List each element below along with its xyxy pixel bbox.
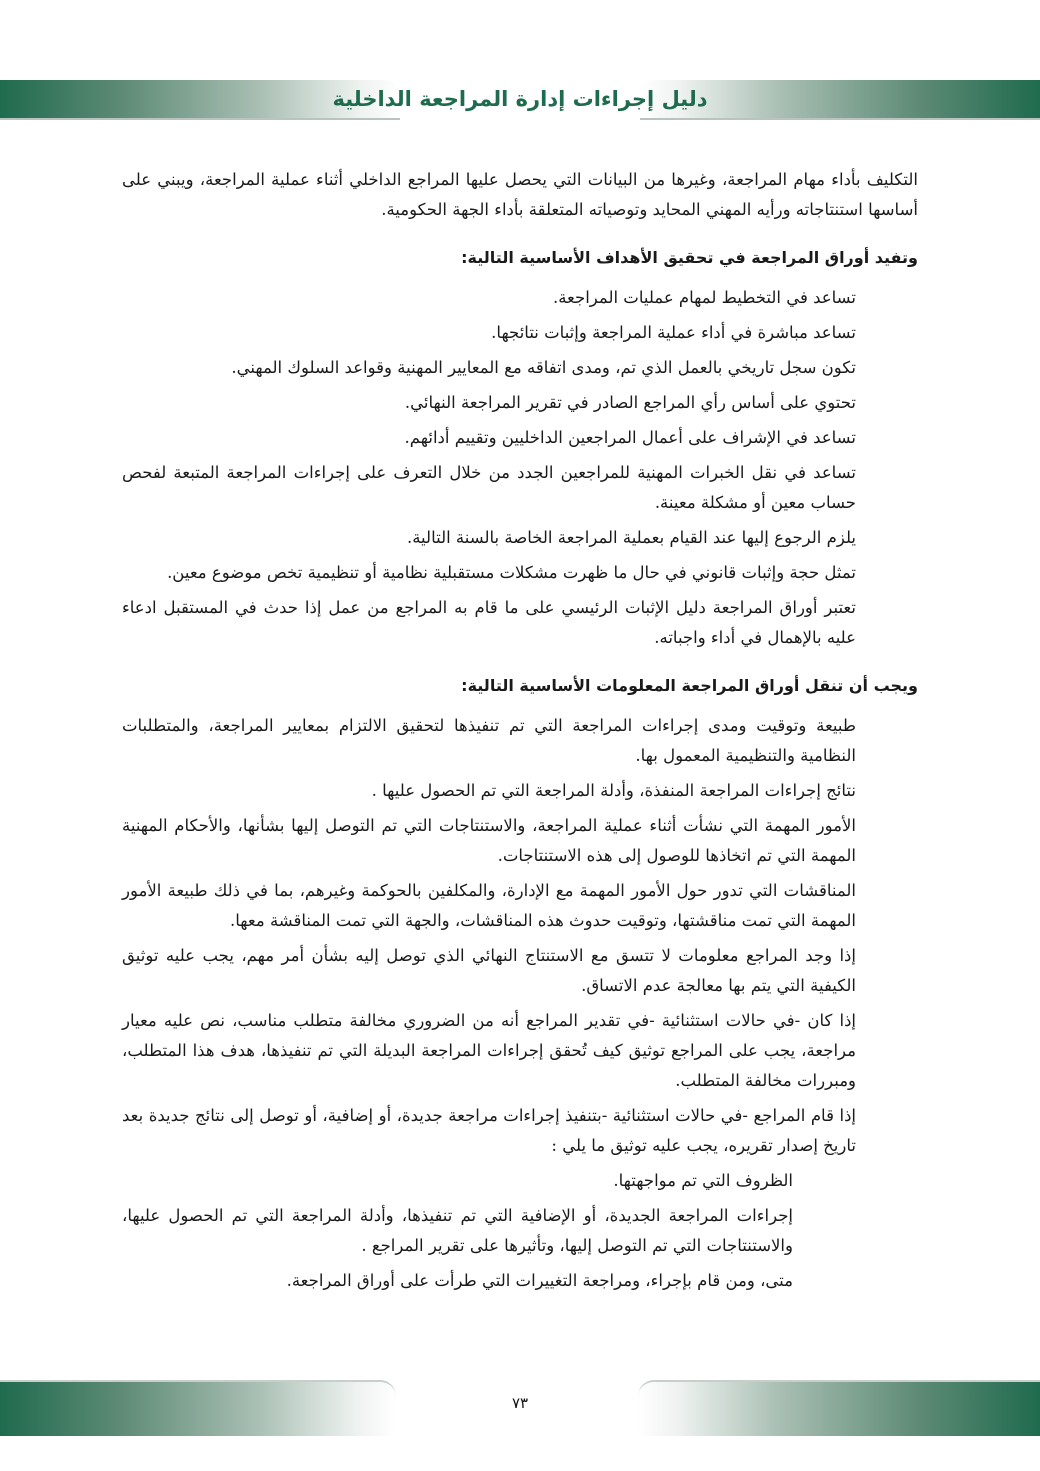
list-item: إذا قام المراجع -في حالات استثنائية -بتنفيذ إجراءات مراجعة جديدة، أو إضافية، أو توصل إلى نتائج جديدة بعد تاريخ إصدار تقريره، يجب عليه توثيق ما يلي : xyxy=(122,1106,856,1155)
page-footer-band xyxy=(0,1380,1040,1436)
section-heading-information: ويجب أن تنقل أوراق المراجعة المعلومات الأساسية التالية: xyxy=(461,676,918,695)
list-item: تحتوي على أساس رأي المراجع الصادر في تقرير المراجعة النهائي. xyxy=(404,393,856,412)
page-number: ٧٣ xyxy=(511,1394,529,1412)
list-item: إذا كان -في حالات استثنائية -في تقدير المراجع أنه من الضروري مخالفة متطلب مناسب، نص عليه معيار مراجعة، يجب على المراجع توثيق كيف تُحقق إجراءات المراجعة البديلة التي تم تنفيذها، هدف هذا المتطلب، ومبررات مخالفة المتطلب. xyxy=(122,1011,856,1090)
sub-list-item: متى، ومن قام بإجراء، ومراجعة التغييرات التي طرأت على أوراق المراجعة. xyxy=(286,1271,793,1290)
list-item: تعتبر أوراق المراجعة دليل الإثبات الرئيسي على ما قام به المراجع من عمل إذا حدث في المستقبل ادعاء عليه بالإهمال في أداء واجباته. xyxy=(122,598,856,647)
list-item: تساعد في التخطيط لمهام عمليات المراجعة. xyxy=(552,288,856,307)
section-heading-objectives: وتفيد أوراق المراجعة في تحقيق الأهداف الأساسية التالية: xyxy=(461,248,918,267)
list-item: تساعد في الإشراف على أعمال المراجعين الداخليين وتقييم أدائهم. xyxy=(404,428,856,447)
page-content xyxy=(122,165,918,1301)
list-item: نتائج إجراءات المراجعة المنفذة، وأدلة المراجعة التي تم الحصول عليها . xyxy=(371,781,856,800)
sub-list-item: إجراءات المراجعة الجديدة، أو الإضافية التي تم تنفيذها، وأدلة المراجعة التي تم الحصول عليها، والاستنتاجات التي تم التوصل إليها، وتأثيرها على تقرير المراجع . xyxy=(122,1206,793,1255)
list-item: المناقشات التي تدور حول الأمور المهمة مع الإدارة، والمكلفين بالحوكمة وغيرهم، بما في ذلك طبيعة الأمور المهمة التي تمت مناقشتها، وتوقيت حدوث هذه المناقشات، والجهة التي تمت المناقشة معها. xyxy=(122,881,856,930)
list-item: يلزم الرجوع إليها عند القيام بعملية المراجعة الخاصة بالسنة التالية. xyxy=(406,528,856,547)
list-item: تساعد في نقل الخبرات المهنية للمراجعين الجدد من خلال التعرف على إجراءات المراجعة المتبعة لفحص حساب معين أو مشكلة معينة. xyxy=(122,463,856,512)
page-header-band xyxy=(0,80,1040,118)
list-item: طبيعة وتوقيت ومدى إجراءات المراجعة التي تم تنفيذها لتحقيق الالتزام بمعايير المراجعة، والمتطلبات النظامية والتنظيمية المعمول بها. xyxy=(122,716,856,765)
list-item: إذا وجد المراجع معلومات لا تتسق مع الاستنتاج النهائي الذي توصل إليه بشأن أمر مهم، يجب عليه توثيق الكيفية التي يتم بها معالجة عدم الاتساق. xyxy=(122,946,856,995)
document-title: دليل إجراءات إدارة المراجعة الداخلية xyxy=(332,87,708,111)
intro-paragraph: التكليف بأداء مهام المراجعة، وغيرها من البيانات التي يحصل عليها المراجع الداخلي أثناء عملية المراجعة، ويبني على أساسها استنتاجاته ورأيه المهني المحايد وتوصياته المتعلقة بأداء الجهة الحكومية. xyxy=(122,170,918,219)
sub-list-item: الظروف التي تم مواجهتها. xyxy=(613,1171,793,1190)
list-item: الأمور المهمة التي نشأت أثناء عملية المراجعة، والاستنتاجات التي تم التوصل إليها بشأنها، والأحكام المهنية المهمة التي تم اتخاذها للوصول إلى هذه الاستنتاجات. xyxy=(122,816,856,865)
list-item: تمثل حجة وإثبات قانوني في حال ما ظهرت مشكلات مستقبلية نظامية أو تنظيمية تخص موضوع معين. xyxy=(167,563,856,582)
list-item: تساعد مباشرة في أداء عملية المراجعة وإثبات نتائجها. xyxy=(491,323,856,342)
list-item: تكون سجل تاريخي بالعمل الذي تم، ومدى اتفاقه مع المعايير المهنية وقواعد السلوك المهني. xyxy=(231,358,856,377)
